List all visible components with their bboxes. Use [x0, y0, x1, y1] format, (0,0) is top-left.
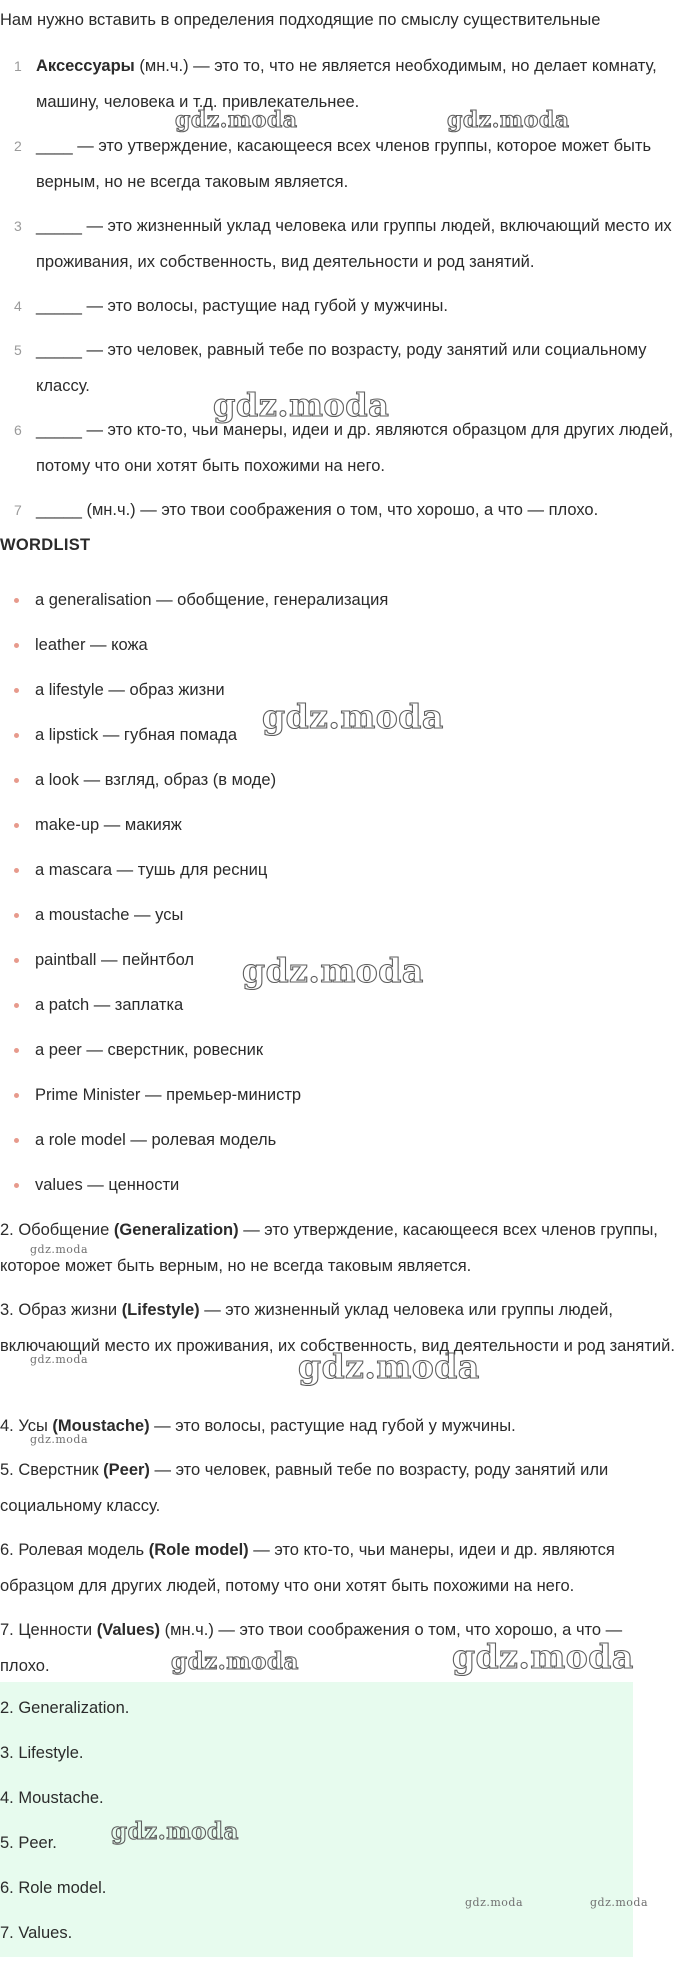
answer-key-item: 6. Role model.	[0, 1879, 107, 1897]
task-item	[0, 492, 680, 528]
task-item	[0, 128, 680, 200]
task-lead: Аксессуары	[36, 57, 135, 75]
answer-key-item: 3. Lifestyle.	[0, 1744, 84, 1762]
task-number: 3	[14, 218, 22, 234]
task-item	[0, 48, 680, 120]
answer-term: (Lifestyle)	[121, 1301, 200, 1319]
task-text: _____ — это кто-то, чьи манеры, идеи и др. являются образцом для других людей, потому что они хотят быть похожими на него.	[36, 421, 674, 475]
bullet-icon	[14, 823, 19, 828]
task-item	[0, 288, 680, 324]
bullet-icon	[14, 1138, 19, 1143]
task-item	[0, 208, 680, 280]
answer-key-item: 2. Generalization.	[0, 1699, 130, 1717]
watermark-logo: gdz.moda	[262, 697, 444, 736]
task-text: _____ (мн.ч.) — это твои соображения о том, что хорошо, а что — плохо.	[36, 501, 599, 519]
task-number: 2	[14, 138, 22, 154]
watermark-logo: gdz.moda	[30, 1353, 89, 1366]
watermark-logo: gdz.moda	[298, 1347, 480, 1386]
answer-key-item: 7. Values.	[0, 1924, 73, 1942]
bullet-icon	[14, 778, 19, 783]
bullet-icon	[14, 913, 19, 918]
watermark-logo: gdz.moda	[30, 1433, 89, 1446]
answer-paragraph: 6. Ролевая модель (Role model) — это кто-то, чьи манеры, идеи и др. являются образцом для других людей, потому что они хотят быть похожими на него.	[0, 1541, 615, 1595]
wordlist-item: a look — взгляд, образ (в моде)	[0, 762, 680, 798]
wordlist-item: leather — кожа	[0, 627, 680, 663]
answer-term: (Role model)	[148, 1541, 249, 1559]
answer-term: (Moustache)	[52, 1417, 150, 1435]
task-text: _____ — это человек, равный тебе по возрасту, роду занятий или социальному классу.	[36, 341, 647, 395]
watermark-logo: gdz.moda	[30, 1243, 89, 1256]
wordlist-item: make-up — макияж	[0, 807, 680, 843]
wordlist-item: a generalisation — обобщение, генерализация	[0, 582, 680, 618]
bullet-icon	[14, 1048, 19, 1053]
task-number: 7	[14, 502, 22, 518]
wordlist-item: a peer — сверстник, ровесник	[0, 1032, 680, 1068]
task-text: _____ — это жизненный уклад человека или группы людей, включающий место их проживания, их собственность, вид деятельности и род занятий.	[36, 217, 672, 271]
wordlist-item: a patch — заплатка	[0, 987, 680, 1023]
task-number: 4	[14, 298, 22, 314]
answer-term: (Generalization)	[113, 1221, 239, 1239]
watermark-logo: gdz.moda	[213, 386, 390, 424]
watermark-logo: gdz.moda	[452, 1637, 634, 1676]
watermark-logo: gdz.moda	[242, 951, 424, 990]
answer-key-item: 5. Peer.	[0, 1834, 57, 1852]
watermark-logo: gdz.moda	[590, 1896, 649, 1909]
wordlist-item: a lipstick — губная помада	[0, 717, 680, 753]
task-text: ____ — это утверждение, касающееся всех членов группы, которое может быть верным, но не всегда таковым является.	[36, 137, 652, 191]
bullet-icon	[14, 688, 19, 693]
watermark-logo: gdz.moda	[465, 1896, 524, 1909]
answer-paragraph: 3. Образ жизни (Lifestyle) — это жизненный уклад человека или группы людей, включающий место их проживания, их собственность, вид деятельности и род занятий.	[0, 1301, 675, 1355]
wordlist-item: Prime Minister — премьер-министр	[0, 1077, 680, 1113]
watermark-logo: gdz.moda	[175, 107, 298, 133]
watermark-logo: gdz.moda	[447, 107, 570, 133]
wordlist-item: paintball — пейнтбол	[0, 942, 680, 978]
task-number: 5	[14, 342, 22, 358]
answer-paragraph: 5. Сверстник (Peer) — это человек, равный тебе по возрасту, роду занятий или социальному классу.	[0, 1461, 609, 1515]
answer-term: (Peer)	[103, 1461, 150, 1479]
wordlist-item: values — ценности	[0, 1167, 680, 1203]
answer-paragraph: 4. Усы (Moustache) — это волосы, растущие над губой у мужчины.	[0, 1417, 516, 1435]
bullet-icon	[14, 1183, 19, 1188]
wordlist-item: a moustache — усы	[0, 897, 680, 933]
bullet-icon	[14, 733, 19, 738]
bullet-icon	[14, 643, 19, 648]
instruction-text: Нам нужно вставить в определения подходящие по смыслу существительные	[0, 11, 601, 29]
watermark-logo: gdz.moda	[171, 1648, 299, 1675]
bullet-icon	[14, 958, 19, 963]
wordlist-item: a mascara — тушь для ресниц	[0, 852, 680, 888]
task-number: 1	[14, 58, 22, 74]
wordlist-item: a role model — ролевая модель	[0, 1122, 680, 1158]
bullet-icon	[14, 1093, 19, 1098]
answer-key-box	[0, 1682, 633, 1957]
answer-term: (Values)	[96, 1621, 161, 1639]
answer-paragraph: 2. Обобщение (Generalization) — это утверждение, касающееся всех членов группы, которое может быть верным, но не всегда таковым является.	[0, 1221, 658, 1275]
watermark-logo: gdz.moda	[111, 1818, 239, 1845]
wordlist-item: a lifestyle — образ жизни	[0, 672, 680, 708]
bullet-icon	[14, 598, 19, 603]
bullet-icon	[14, 1003, 19, 1008]
task-text: (мн.ч.) — это то, что не является необходимым, но делает комнату, машину, человека и т.д. привлекательнее.	[36, 57, 657, 111]
task-text: _____ — это волосы, растущие над губой у мужчины.	[36, 297, 448, 315]
bullet-icon	[14, 868, 19, 873]
answer-paragraph: 7. Ценности (Values) (мн.ч.) — это твои соображения о том, что хорошо, а что — плохо.	[0, 1621, 623, 1675]
wordlist-heading: WORDLIST	[0, 536, 91, 554]
answer-key-item: 4. Moustache.	[0, 1789, 104, 1807]
task-number: 6	[14, 422, 22, 438]
